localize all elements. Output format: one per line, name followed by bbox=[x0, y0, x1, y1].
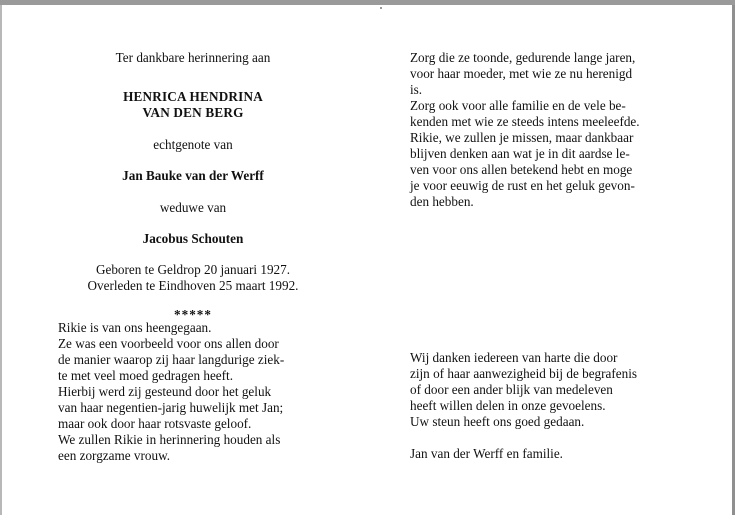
body-line: Rikie is van ons heengegaan. bbox=[58, 320, 212, 335]
body-line: maar ook door haar rotsvaste geloof. bbox=[58, 416, 252, 431]
body-line: Hierbij werd zij gesteund door het geluk bbox=[58, 384, 272, 399]
body-line: Zorg ook voor alle familie en de vele be- bbox=[410, 98, 626, 113]
deceased-name-line: HENRICA HENDRINA bbox=[123, 89, 263, 104]
body-line: ven voor ons allen betekend hebt en moge bbox=[410, 162, 633, 177]
body-line: kenden met wie ze steeds intens meeleefde. bbox=[410, 114, 640, 129]
left-border bbox=[0, 5, 2, 515]
body-line: den hebben. bbox=[410, 194, 474, 209]
thanks-line: Uw steun heeft ons goed gedaan. bbox=[410, 414, 585, 429]
body-line: Zorg die ze toonde, gedurende lange jaren, bbox=[410, 50, 636, 65]
body-line: de manier waarop zij haar langdurige ziek- bbox=[58, 352, 285, 367]
body-line: Ze was een voorbeeld voor ons allen door bbox=[58, 336, 279, 351]
life-dates bbox=[58, 262, 328, 294]
body-line: Rikie, we zullen je missen, maar dankbaar bbox=[410, 130, 634, 145]
death-line: Overleden te Eindhoven 25 maart 1992. bbox=[87, 278, 299, 293]
right-top-text bbox=[410, 50, 700, 210]
left-body-text bbox=[58, 320, 328, 464]
fold-mark bbox=[380, 7, 382, 9]
thanks-line: Wij danken iedereen van harte die door bbox=[410, 350, 618, 365]
thanks-line: heeft willen delen in onze gevoelens. bbox=[410, 398, 606, 413]
body-line: je voor eeuwig de rust en het geluk gevon- bbox=[410, 178, 635, 193]
widow-name: Jacobus Schouten bbox=[142, 231, 244, 246]
left-column-header bbox=[58, 50, 328, 323]
body-line: een zorgzame vrouw. bbox=[58, 448, 171, 463]
deceased-name-line: VAN DEN BERG bbox=[142, 105, 244, 120]
top-border bbox=[0, 0, 735, 5]
widow-label: weduwe van bbox=[159, 200, 227, 215]
body-line: te met veel moed gedragen heeft. bbox=[58, 368, 234, 383]
intro-text: Ter dankbare herinnering aan bbox=[115, 50, 271, 65]
thanks-line: of door een ander blijk van medeleven bbox=[410, 382, 613, 397]
deceased-name bbox=[58, 89, 328, 121]
body-line: voor haar moeder, met wie ze nu herenigd bbox=[410, 66, 633, 81]
thanks-line: zijn of haar aanwezigheid bij de begrafenis bbox=[410, 366, 638, 381]
spouse-name: Jan Bauke van der Werff bbox=[122, 168, 264, 183]
right-thanks-text bbox=[410, 350, 700, 462]
signature: Jan van der Werff en familie. bbox=[410, 446, 563, 461]
body-line: We zullen Rikie in herinnering houden als bbox=[58, 432, 281, 447]
birth-line: Geboren te Geldrop 20 januari 1927. bbox=[95, 262, 291, 277]
body-line: is. bbox=[410, 82, 423, 97]
body-line: blijven denken aan wat je in dit aardse le- bbox=[410, 146, 630, 161]
separator-stars: ***** bbox=[174, 307, 212, 322]
spouse-label: echtgenote van bbox=[153, 137, 233, 152]
body-line: van haar negentien-jarig huwelijk met Jan; bbox=[58, 400, 284, 415]
